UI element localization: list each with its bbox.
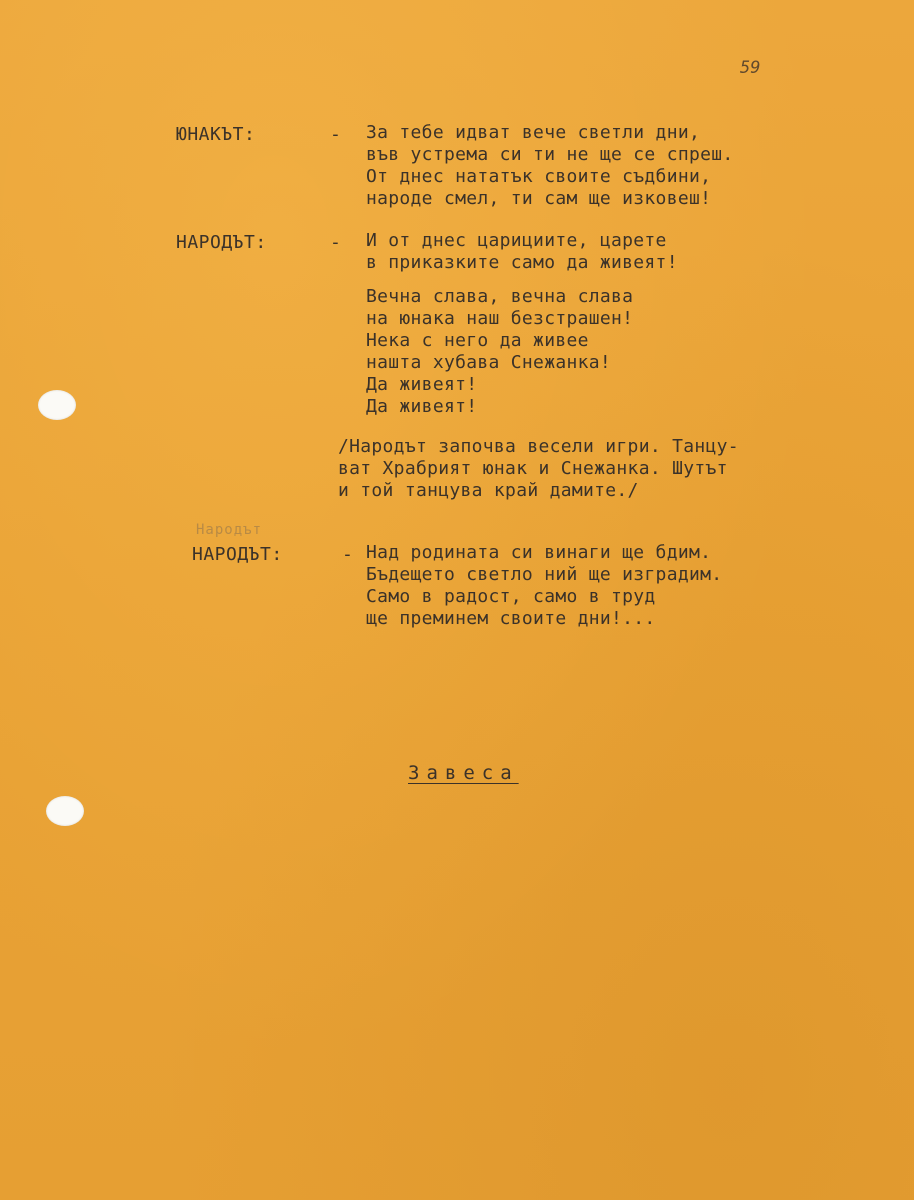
song-line: Да живеят! [366,396,478,417]
dialogue-line: За тебе идват вече светли дни, [366,122,701,143]
stage-direction [338,436,739,502]
ghost-overstrike-text: Народът [196,522,263,538]
punch-hole-top [38,390,76,420]
speaker-label: НАРОДЪТ: [176,232,267,253]
speaker-label: НАРОДЪТ: [192,544,283,565]
song-line: Да живеят! [366,374,478,395]
dialogue-line: Бъдещето светло ний ще изградим. [366,564,723,585]
dialogue-lines [366,230,678,274]
dialogue-lines [366,542,722,630]
song-line: Вечна слава, вечна слава [366,286,634,307]
page-number: 59 [740,58,761,78]
speaker-label: ЮНАКЪТ: [176,124,256,145]
stage-direction-line: /Народът започва весели игри. Танцу- [338,436,739,457]
song-line: на юнака наш безстрашен! [366,308,634,329]
dialogue-line: Само в радост, само в труд [366,586,656,607]
punch-hole-bottom [46,796,84,826]
dialogue-line: народе смел, ти сам ще изковеш! [366,188,712,209]
dialogue-line: ще преминем своите дни!... [366,608,656,629]
dialogue-line: във устрема си ти не ще се спреш. [366,144,734,165]
dialogue-line: Над родината си винаги ще бдим. [366,542,712,563]
song-line: нашта хубава Снежанка! [366,352,612,373]
dialogue-line: И от днес царициите, царете [366,230,667,251]
dialogue-line: От днес нататък своите съдбини, [366,166,712,187]
curtain-heading: Завеса [408,762,519,784]
dialogue-dash: - [330,232,341,253]
stage-direction-line: и той танцува край дамите./ [338,480,639,501]
dialogue-line: в приказките само да живеят! [366,252,678,273]
dialogue-dash: - [342,544,353,565]
stage-direction-line: ват Храбрият юнак и Снежанка. Шутът [338,458,728,479]
dialogue-lines [366,122,734,210]
song-line: Нека с него да живее [366,330,589,351]
dialogue-dash: - [330,124,341,145]
song-lines [366,286,633,418]
